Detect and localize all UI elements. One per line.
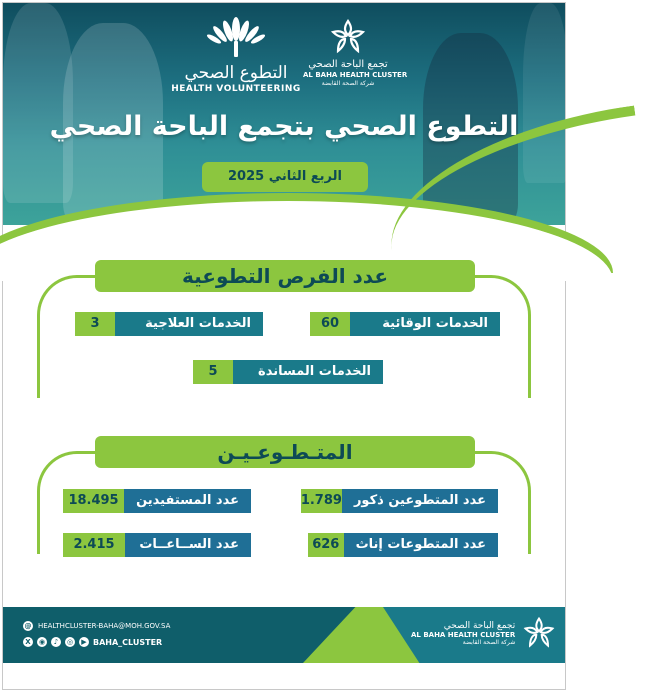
stat-support-services [193, 360, 383, 384]
instagram-icon[interactable]: ◎ [66, 638, 74, 646]
volunteer-logo-arabic: التطوع الصحي [184, 63, 288, 83]
stat-male-volunteers [300, 489, 498, 513]
palm-icon [206, 17, 266, 59]
footer-logo-english: AL BAHA HEALTH CLUSTER [411, 630, 516, 639]
stat-value: 3 [75, 312, 115, 336]
stat-label: الخدمات الوقائية [350, 312, 500, 336]
email-icon: @ [24, 622, 32, 630]
youtube-icon[interactable]: ▶ [79, 637, 89, 647]
footer-email[interactable] [23, 621, 170, 631]
stat-female-volunteers [308, 533, 498, 557]
stat-beneficiaries [63, 489, 251, 513]
cluster-logo-english: AL BAHA HEALTH CLUSTER [303, 71, 408, 79]
stat-label: الخدمات العلاجية [115, 312, 263, 336]
opportunities-title: عدد الفرص التطوعية [95, 260, 475, 292]
stat-label: عدد المتطوعات إناث [344, 533, 498, 557]
page-title: التطوع الصحي بتجمع الباحة الصحي [49, 111, 519, 142]
footer-logo-subtitle: شركة الصحة القابضة [462, 638, 516, 646]
star-flower-icon [521, 615, 557, 651]
al-baha-cluster-logo [303, 17, 408, 87]
footer-logo-arabic: تجمع الباحة الصحي [443, 620, 516, 631]
footer-cluster-logo [411, 615, 557, 651]
stat-treatment-services [75, 312, 263, 336]
stat-label: عدد المتطوعين ذكور [342, 489, 498, 513]
stat-label: عدد المستفيدين [124, 489, 251, 513]
stat-value: 1.789 [301, 489, 342, 513]
star-flower-icon [328, 17, 368, 57]
quarter-badge: الربع الثاني 2025 [202, 162, 368, 192]
footer-bar [3, 607, 565, 663]
infographic-page [2, 2, 566, 690]
header-banner [3, 3, 565, 225]
footer-social[interactable] [23, 637, 162, 647]
snapchat-icon[interactable]: ◉ [38, 638, 46, 646]
x-icon[interactable]: X [23, 637, 33, 647]
stat-hours [63, 533, 251, 557]
stat-preventive-services [310, 312, 500, 336]
stat-value: 2.415 [63, 533, 125, 557]
tiktok-icon[interactable]: ♪ [51, 637, 61, 647]
stat-value: 18.495 [63, 489, 124, 513]
cluster-logo-arabic: تجمع الباحة الصحي [308, 59, 388, 70]
stat-value: 60 [310, 312, 350, 336]
stat-label: الخدمات المساندة [233, 360, 383, 384]
volunteer-logo-english: HEALTH VOLUNTEERING [171, 84, 301, 94]
health-volunteering-logo [171, 17, 301, 94]
stat-value: 5 [193, 360, 233, 384]
email-text: HEALTHCLUSTER-BAHA@MOH.GOV.SA [38, 622, 171, 630]
social-handle: BAHA_CLUSTER [93, 637, 163, 647]
volunteers-title: المتـطـوعـيـن [95, 436, 475, 468]
stat-value: 626 [308, 533, 344, 557]
stat-label: عدد الســاعــات [125, 533, 251, 557]
cluster-logo-subtitle: شركة الصحة القابضة [321, 80, 375, 87]
